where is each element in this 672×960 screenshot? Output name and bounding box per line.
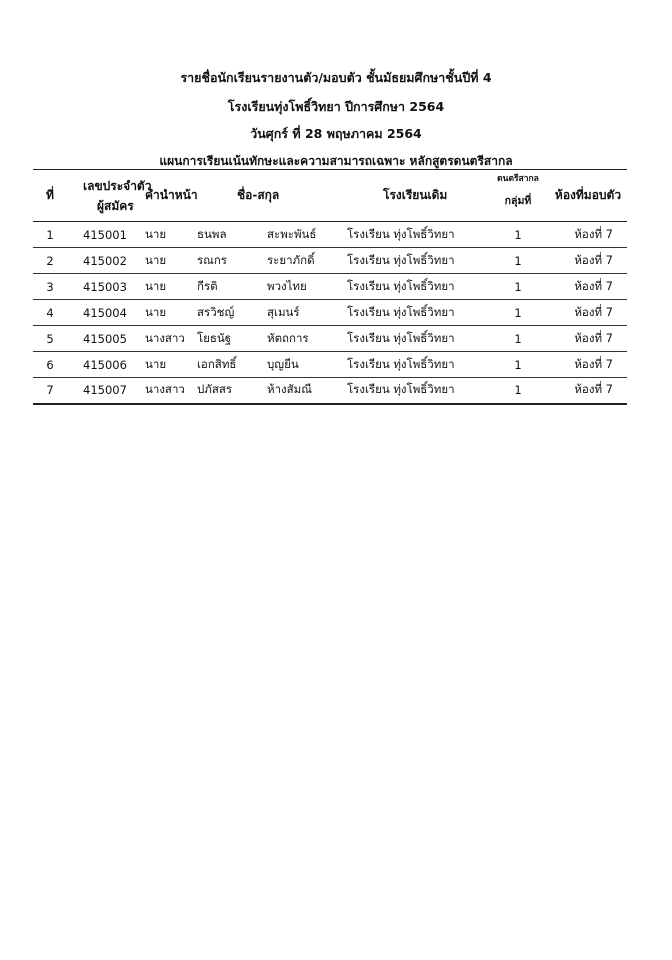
study-program: แผนการเรียนเน้นทักษะและความสามารถเฉพาะ หลักสูตรดนตรีสากล <box>159 154 513 168</box>
cell-last-name: สะพะพันธ์ <box>267 222 347 248</box>
table-row <box>33 248 627 274</box>
cell-group: 1 <box>487 326 549 352</box>
cell-prefix: นาย <box>139 274 197 300</box>
header-group-bottom: กลุ่มที่ <box>504 194 532 207</box>
cell-group: 1 <box>487 274 549 300</box>
cell-no: 1 <box>33 222 67 248</box>
cell-no: 4 <box>33 300 67 326</box>
header-group <box>487 170 549 222</box>
cell-first-name: ธนพล <box>197 222 267 248</box>
cell-group: 1 <box>487 300 549 326</box>
table-row <box>33 326 627 352</box>
table-header-row <box>33 170 627 222</box>
table-row <box>33 378 627 404</box>
cell-no: 5 <box>33 326 67 352</box>
cell-group: 1 <box>487 248 549 274</box>
cell-last-name: ห้างสัมณี <box>267 378 347 404</box>
cell-previous-school: โรงเรียน ทุ่งโพธิ์วิทยา <box>347 248 487 274</box>
cell-group: 1 <box>487 378 549 404</box>
cell-room: ห้องที่ 7 <box>549 274 627 300</box>
cell-first-name: รณกร <box>197 248 267 274</box>
table-row <box>33 352 627 378</box>
header-school: โรงเรียนเดิม <box>347 170 487 222</box>
cell-group: 1 <box>487 222 549 248</box>
cell-previous-school: โรงเรียน ทุ่งโพธิ์วิทยา <box>347 300 487 326</box>
cell-previous-school: โรงเรียน ทุ่งโพธิ์วิทยา <box>347 352 487 378</box>
school-and-year: โรงเรียนทุ่งโพธิ์วิทยา ปีการศึกษา 2564 <box>227 99 445 114</box>
cell-first-name: ปภัสสร <box>197 378 267 404</box>
cell-last-name: พวงไทย <box>267 274 347 300</box>
cell-no: 7 <box>33 378 67 404</box>
header-prefix: คำนำหน้า <box>139 170 197 222</box>
cell-prefix: นางสาว <box>139 326 197 352</box>
cell-applicant-id: 415002 <box>67 248 139 274</box>
cell-applicant-id: 415007 <box>67 378 139 404</box>
cell-room: ห้องที่ 7 <box>549 378 627 404</box>
table-row <box>33 300 627 326</box>
cell-prefix: นาย <box>139 222 197 248</box>
cell-applicant-id: 415003 <box>67 274 139 300</box>
cell-no: 2 <box>33 248 67 274</box>
cell-applicant-id: 415006 <box>67 352 139 378</box>
header-applicant-id-line1: เลขประจำตัว <box>83 178 152 193</box>
cell-previous-school: โรงเรียน ทุ่งโพธิ์วิทยา <box>347 222 487 248</box>
header-group-top: ดนตรีสากล <box>497 173 539 184</box>
cell-previous-school: โรงเรียน ทุ่งโพธิ์วิทยา <box>347 326 487 352</box>
table-row <box>33 274 627 300</box>
report-date: วันศุกร์ ที่ 28 พฤษภาคม 2564 <box>250 126 422 141</box>
header-applicant-id-line2: ผู้สมัคร <box>97 198 134 213</box>
cell-room: ห้องที่ 7 <box>549 300 627 326</box>
header-room: ห้องที่มอบตัว <box>549 170 627 222</box>
cell-room: ห้องที่ 7 <box>549 248 627 274</box>
cell-previous-school: โรงเรียน ทุ่งโพธิ์วิทยา <box>347 378 487 404</box>
cell-group: 1 <box>487 352 549 378</box>
student-roster-table <box>33 169 627 405</box>
cell-last-name: สุเมนร์ <box>267 300 347 326</box>
table-row <box>33 222 627 248</box>
cell-applicant-id: 415001 <box>67 222 139 248</box>
cell-first-name: สรวิชญ์ <box>197 300 267 326</box>
cell-first-name: กีรติ <box>197 274 267 300</box>
cell-room: ห้องที่ 7 <box>549 326 627 352</box>
cell-first-name: โยธนัฐ <box>197 326 267 352</box>
header-no: ที่ <box>33 170 67 222</box>
cell-previous-school: โรงเรียน ทุ่งโพธิ์วิทยา <box>347 274 487 300</box>
cell-prefix: นาย <box>139 352 197 378</box>
document-title: รายชื่อนักเรียนรายงานตัว/มอบตัว ชั้นมัธยมศึกษาชั้นปีที่ 4 <box>180 70 492 85</box>
cell-room: ห้องที่ 7 <box>549 222 627 248</box>
cell-no: 3 <box>33 274 67 300</box>
cell-last-name: หัตถการ <box>267 326 347 352</box>
header-name: ชื่อ-สกุล <box>197 170 347 222</box>
header-applicant-id <box>67 170 152 222</box>
cell-prefix: นาย <box>139 248 197 274</box>
cell-prefix: นางสาว <box>139 378 197 404</box>
cell-no: 6 <box>33 352 67 378</box>
cell-first-name: เอกสิทธิ์ <box>197 352 267 378</box>
cell-applicant-id: 415004 <box>67 300 139 326</box>
cell-applicant-id: 415005 <box>67 326 139 352</box>
cell-last-name: ระยาภักดิ์ <box>267 248 347 274</box>
cell-prefix: นาย <box>139 300 197 326</box>
cell-last-name: บุญยืน <box>267 352 347 378</box>
cell-room: ห้องที่ 7 <box>549 352 627 378</box>
table-body <box>33 222 627 404</box>
